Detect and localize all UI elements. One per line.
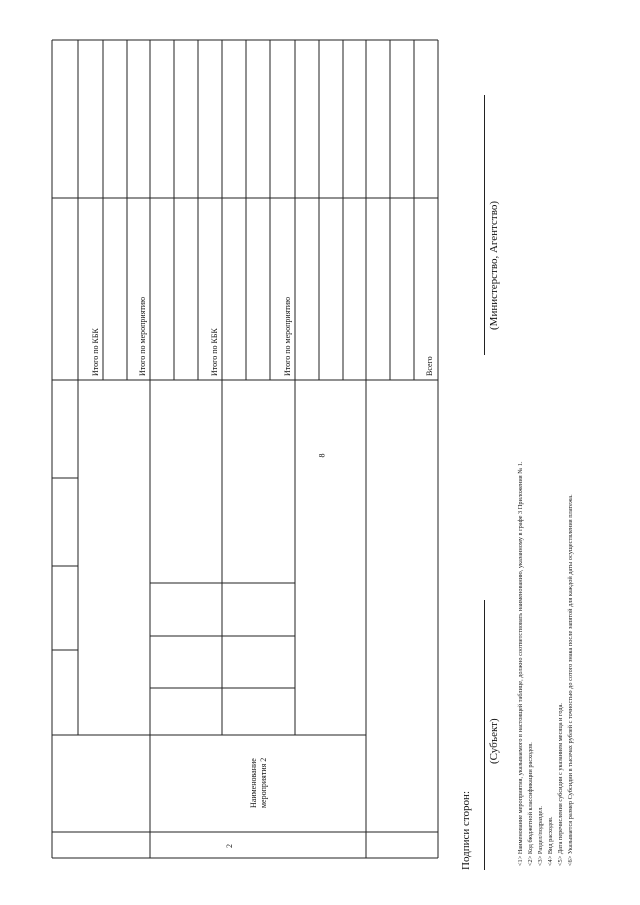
page-number: 8 <box>317 453 327 458</box>
footnote-1: <1> Наименование мероприятия, указываемого в настоящей таблице, должно соответствовать наименованию, указанному в графе 3 Приложения № 1. <box>517 461 524 866</box>
measure-name-line-1: Наименование <box>249 758 258 808</box>
ministry-signature-line <box>484 95 485 355</box>
footnote-2: <2> Код бюджетной классификации расходов. <box>527 742 534 866</box>
footnote-5: <5> Дата перечисления субсидии с указанием месяца и года. <box>557 703 564 866</box>
label-total-measure-2: Итого по мероприятию <box>283 296 292 376</box>
label-grand-total: Всего <box>425 356 434 376</box>
label-total-kbk-1: Итого по КБК <box>91 328 100 376</box>
footnote-4: <4> Вид расходов. <box>547 816 554 866</box>
footnote-3: <3> Раздел/подраздел. <box>537 806 544 866</box>
label-total-measure-1: Итого по мероприятию <box>138 296 147 376</box>
row-number: 2 <box>225 844 234 848</box>
label-total-kbk-2: Итого по КБК <box>210 328 219 376</box>
footnote-6: <6> Указывается размер Субсидии в тысячах рублей с точностью до сотого знака после запятой для каждой даты осуществления платежа. <box>567 494 574 866</box>
signatures-title: Подписи сторон: <box>460 790 472 870</box>
measure-name-line-2: мероприятия 2 <box>259 757 268 808</box>
subject-signature-line <box>484 600 485 870</box>
subject-label: (Субъект) <box>488 718 500 764</box>
ministry-label: (Министерство, Агентство) <box>488 201 500 330</box>
